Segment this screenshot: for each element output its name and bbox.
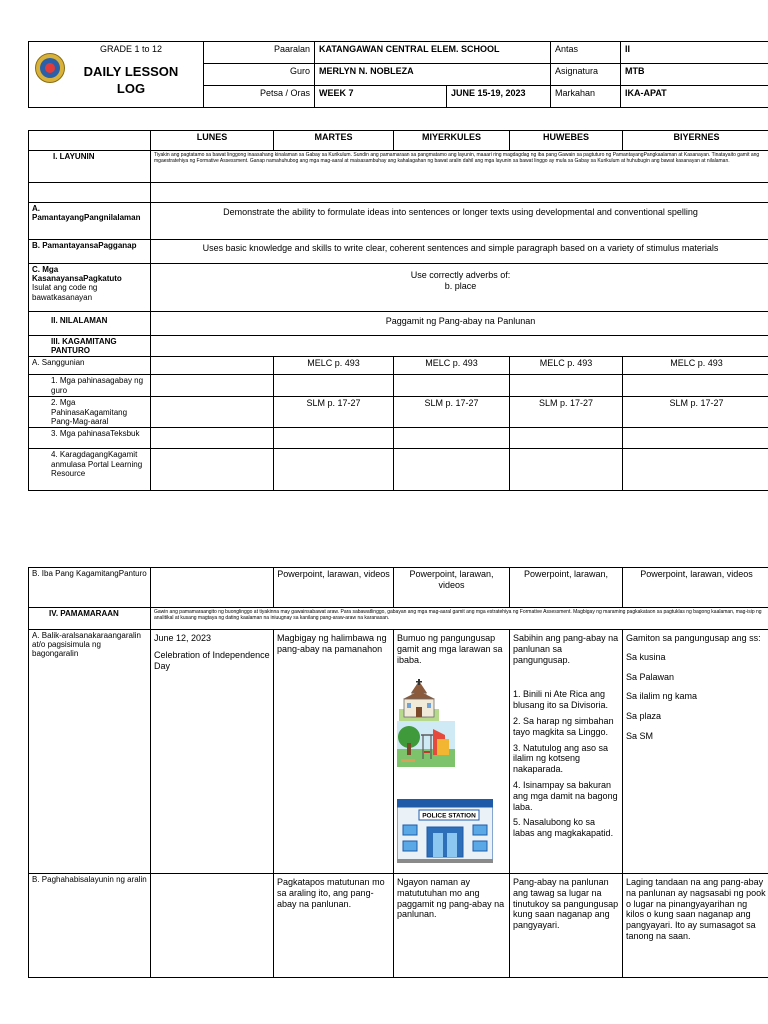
label-kagamitang-mag-aaral: 2. Mga PahinasaKagamitang Pang-Mag-aaral	[29, 397, 151, 428]
martes-balik-aral: Magbigay ng halimbawa ng pang-abay na pamanahon	[274, 630, 394, 874]
park-image	[397, 721, 455, 767]
huwebes-paghahabi: Pang-abay na panlunan ang tawag sa lugar na tinutukoy sa pangungusap kung saan naganap ang pangyayari.	[510, 874, 623, 978]
nilalaman-text: Paggamit ng Pang-abay na Panlunan	[151, 312, 768, 336]
day-header-3: MIYERKULES	[394, 131, 510, 151]
value-week: WEEK 7	[315, 86, 447, 108]
label-teksbuk: 3. Mga pahinasaTeksbuk	[29, 428, 151, 449]
header-table	[28, 41, 768, 108]
label-gabay-guro: 1. Mga pahinasagabay ng guro	[29, 375, 151, 397]
miyerkules-paghahabi: Ngayon naman ay matututuhan mo ang paggamit ng pang-abay na panlunan.	[394, 874, 510, 978]
melc-biyernes: MELC p. 493	[623, 357, 768, 375]
deped-seal	[35, 53, 65, 83]
label-kasanayan: C. Mga KasanayansaPagkatuto	[32, 265, 122, 284]
ppt-martes: Powerpoint, larawan, videos	[274, 568, 394, 608]
huwebes-item-1: 1. Binili ni Ate Rica ang blusang ito sa Divisoria.	[513, 689, 609, 711]
section-kagamitan: III. KAGAMITANG PANTURO	[29, 336, 151, 357]
ppt-biyernes: Powerpoint, larawan, videos	[623, 568, 768, 608]
lunes-date: June 12, 2023	[154, 633, 212, 643]
biyernes-intro: Gamiton sa pangungusap ang ss:	[626, 633, 761, 643]
pamamaraan-text: Gawin ang pamamaraangito ng buonglinggo at tiyakinna may gawainsabawat araw. Para sabawatlinggo, gabayan ang mga mag-aaral gamit ang mga estratehiya ng Formative Assessment. Magbigay ng maraming pagkakataon sa pagtuklas ng bagong kaalaman, mag-isip ng analitikal at kusang magtaya ng dating kaalaman na iniuugnay sa kanilang pang-araw-araw na karanasan.	[151, 608, 768, 630]
melc-martes: MELC p. 493	[274, 357, 394, 375]
melc-miyerkules: MELC p. 493	[394, 357, 510, 375]
value-subject: MTB	[621, 64, 768, 86]
label-teacher: Guro	[204, 64, 315, 86]
huwebes-item-3: 3. Natutulog ang aso sa ilalim ng kotseng nakaparada.	[513, 742, 609, 775]
label-subject: Asignatura	[551, 64, 621, 86]
label-kasanayan-sub: Isulat ang code ng bawatkasanayan	[32, 283, 98, 302]
biyernes-item-1: Sa kusina	[626, 651, 666, 662]
label-date: Petsa / Oras	[204, 86, 315, 108]
header-title-cell	[29, 42, 204, 108]
label-portal-learning: 4. KaragdagangKagamit anmulasa Portal Learning Resource	[29, 449, 151, 491]
label-sanggunian: A. Sanggunian	[29, 357, 151, 375]
biyernes-item-2: Sa Palawan	[626, 671, 675, 682]
kasanayan-text-1: Use correctly adverbs of:	[410, 270, 511, 280]
biyernes-paghahabi: Laging tandaan na ang pang-abay na panlunan ay nagsasabi ng pook o lugar na pinangyayarihan ng kilos o kung saan naganap ang pangyayari. Ito ay sumasagot sa tanong na saan.	[623, 874, 768, 978]
label-school: Paaralan	[204, 42, 315, 64]
procedure-table	[28, 567, 768, 978]
section-pamamaraan: IV. PAMAMARAAN	[29, 608, 151, 630]
huwebes-item-5: 5. Nasalubong ko sa labas ang magkakapatid.	[513, 817, 614, 839]
slm-martes: SLM p. 17-27	[274, 397, 394, 428]
church-image	[399, 679, 439, 721]
slm-huwebes: SLM p. 17-27	[510, 397, 623, 428]
pamantayang-pangnilalaman-text: Demonstrate the ability to formulate ideas into sentences or longer texts using developmental and conventional spelling	[151, 203, 768, 240]
ppt-huwebes: Powerpoint, larawan,	[510, 568, 623, 608]
biyernes-item-4: Sa plaza	[626, 711, 662, 722]
ppt-miyerkules: Powerpoint, larawan, videos	[394, 568, 510, 608]
grade-label: GRADE 1 to 12	[99, 44, 163, 54]
label-iba-pang-kagamitan: B. Iba Pang KagamitangPanturo	[29, 568, 151, 608]
value-quarter: IKA-APAT	[621, 86, 768, 108]
day-header-5: BIYERNES	[623, 131, 768, 151]
kasanayan-text-2: b. place	[444, 280, 477, 291]
label-balik-aral: A. Balik-aralsanakaraangaralin at/o pagsisimula ng bagongaralin	[29, 630, 151, 874]
day-header-4: HUWEBES	[510, 131, 623, 151]
day-header-1: LUNES	[151, 131, 274, 151]
label-pamantayang-pangnilalaman: A. PamantayangPangnilalaman	[29, 203, 151, 240]
police-station-image	[397, 797, 493, 863]
doc-title-line1: DAILY LESSON	[83, 64, 179, 80]
slm-miyerkules: SLM p. 17-27	[394, 397, 510, 428]
doc-title-line2: LOG	[116, 80, 146, 96]
label-paghahabi: B. Paghahabisalayunin ng aralin	[29, 874, 151, 978]
label-pamantayan-pagganap: B. PamantayansaPagganap	[29, 240, 151, 264]
lesson-table	[28, 130, 768, 491]
section-layunin: I. LAYUNIN	[29, 151, 151, 183]
martes-paghahabi: Pagkatapos matutunan mo sa araling ito, ang pang-abay na panlunan.	[274, 874, 394, 978]
lunes-event: Celebration of Independence Day	[154, 649, 270, 671]
label-quarter: Markahan	[551, 86, 621, 108]
biyernes-item-3: Sa ilalim ng kama	[626, 691, 698, 702]
slm-biyernes: SLM p. 17-27	[623, 397, 768, 428]
pamantayan-pagganap-text: Uses basic knowledge and skills to write clear, coherent sentences and simple paragraph based on a variety of stimulus materials	[151, 240, 768, 264]
section-nilalaman: II. NILALAMAN	[29, 312, 151, 336]
biyernes-item-5: Sa SM	[626, 730, 654, 741]
huwebes-item-4: 4. Isinampay sa bakuran ang mga damit na bagong laba.	[513, 779, 618, 812]
label-level: Antas	[551, 42, 621, 64]
value-dates: JUNE 15-19, 2023	[447, 86, 551, 108]
melc-huwebes: MELC p. 493	[510, 357, 623, 375]
police-sign-text: POLICE STATION	[422, 812, 476, 820]
layunin-text: Tiyakin ang pagtatamo sa bawat linggong inaasahang kinalaman sa Gabay sa Kurikulum. Sundin ang pamamaraan sa pangmatamo ang layunin, maaari ring magdagdag ng iba pang Gawain sa pagtuturo ng PamantayangPangkaalaman at Kasanayan. Tinatayaito gamit ang mgaestratehiya ng Formative Assessment. Ganap namahuhubog ang mga mag-aaral at maisasambuhay ang kahalagahan ng bawat aralin dahil ang mga layunin sa bawat linggo ay mula sa Gabay sa Kurikulum at huhubugin ang bawat kasanayan at nilalaman.	[151, 151, 768, 183]
miyerkules-balik-aral: Bumuo ng pangungusap gamit ang mga larawan sa ibaba.	[397, 633, 503, 665]
value-school: KATANGAWAN CENTRAL ELEM. SCHOOL	[315, 42, 551, 64]
day-header-2: MARTES	[274, 131, 394, 151]
huwebes-intro: Sabihin ang pang-abay na panlunan sa pangungusap.	[513, 633, 619, 665]
value-teacher: MERLYN N. NOBLEZA	[315, 64, 551, 86]
value-level: II	[621, 42, 768, 64]
huwebes-item-2: 2. Sa harap ng simbahan tayo magkita sa Linggo.	[513, 715, 614, 737]
